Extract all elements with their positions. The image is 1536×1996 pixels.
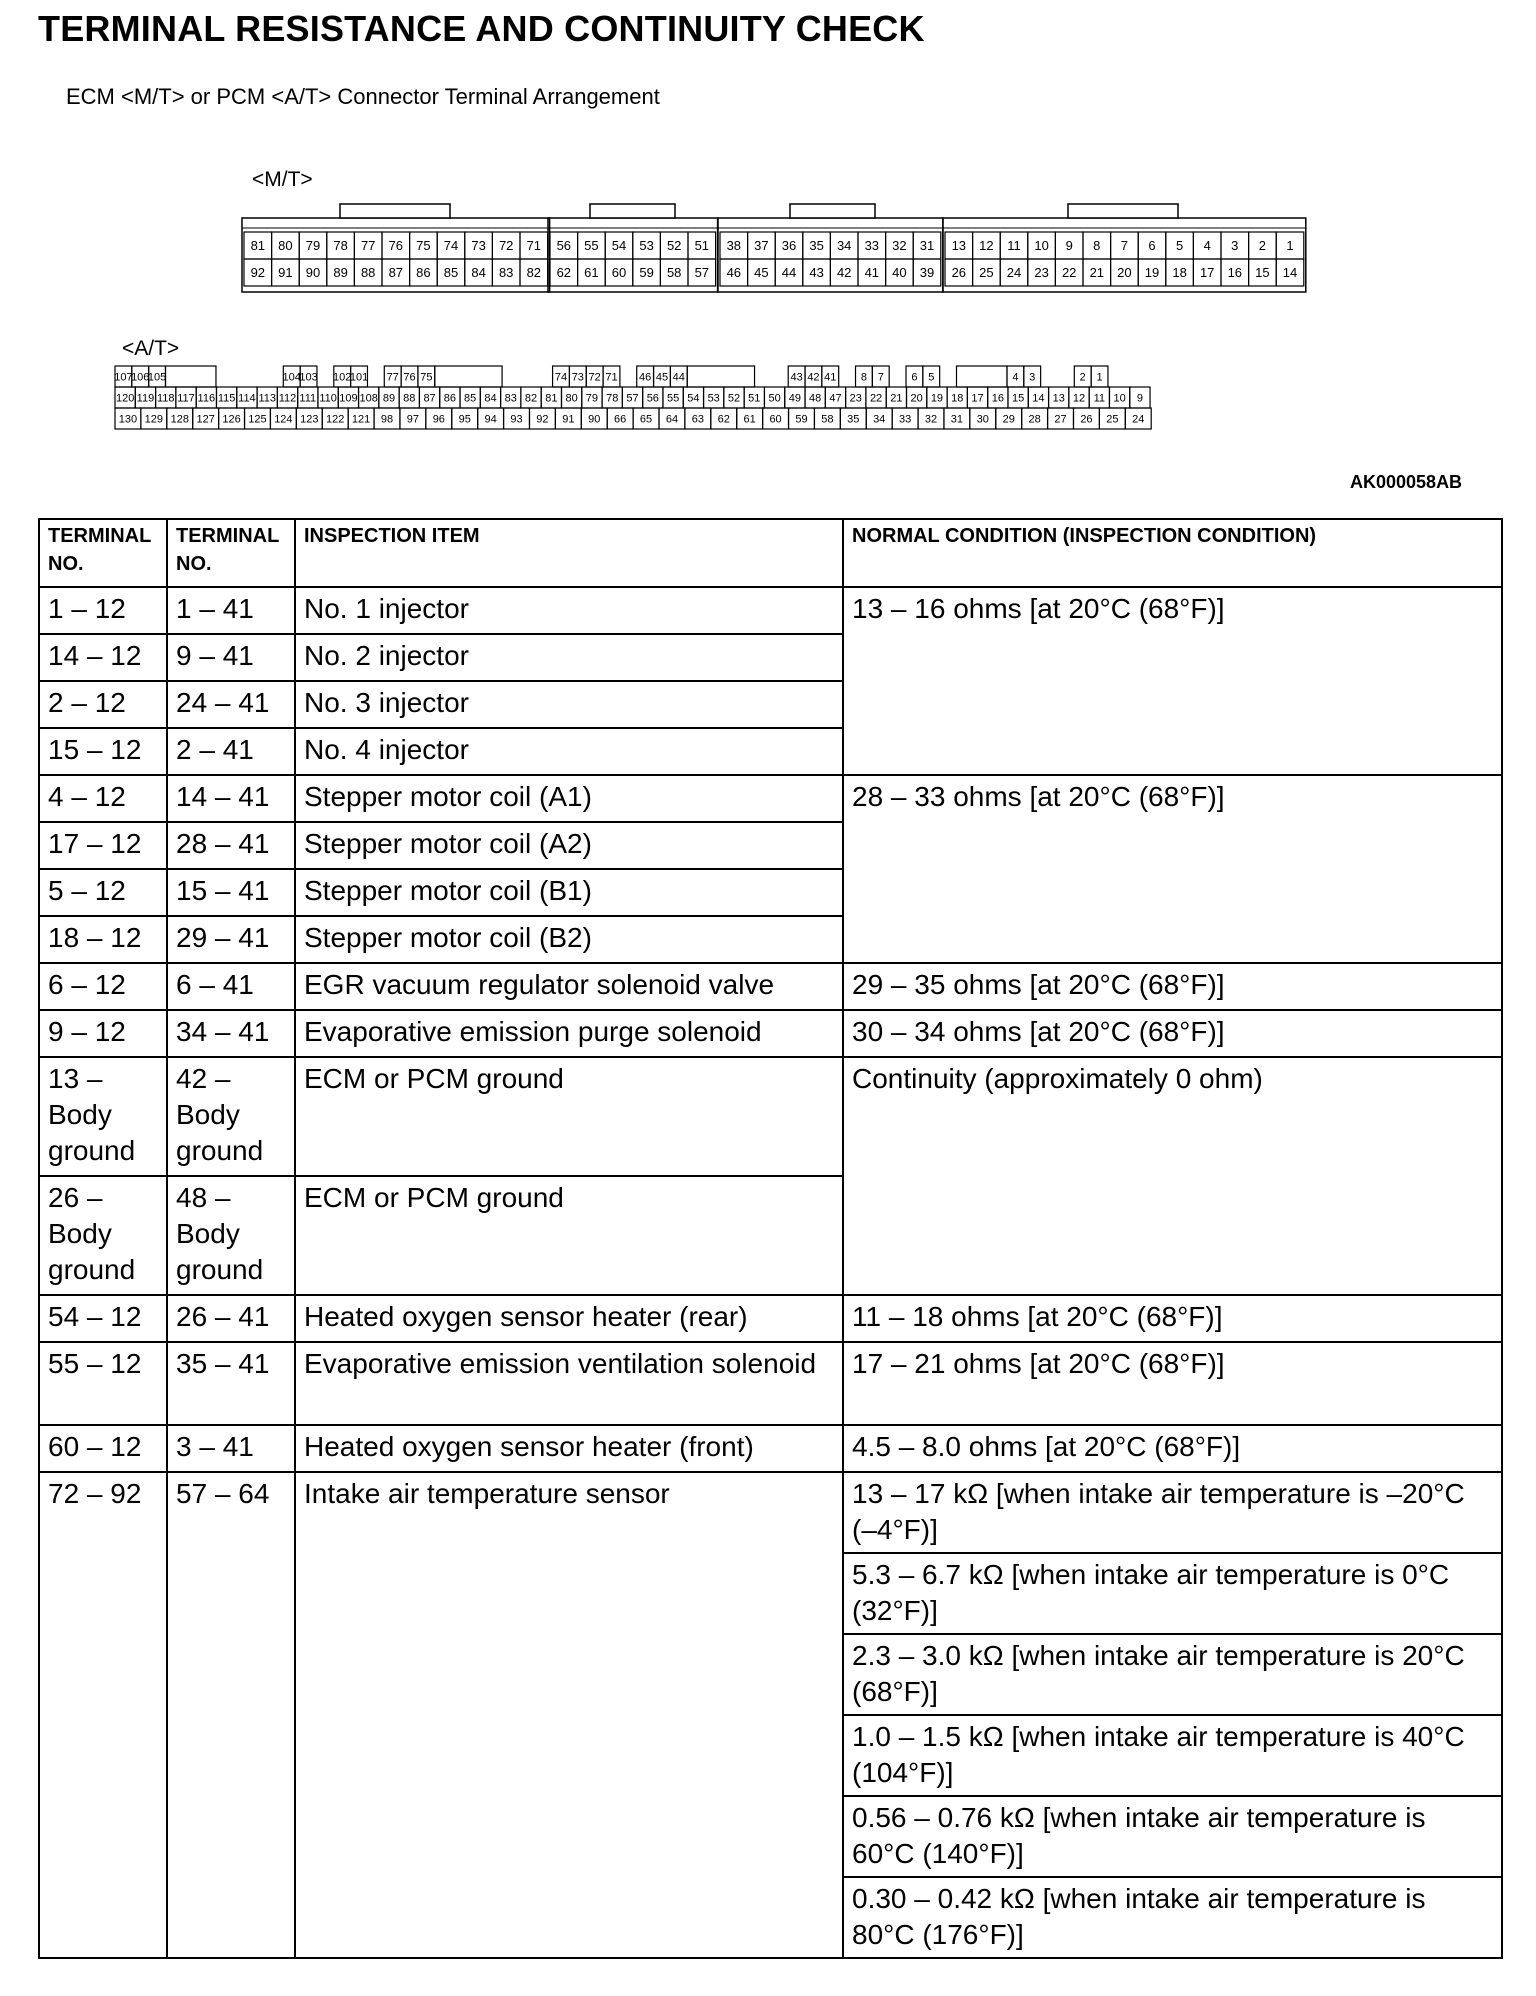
terminal-pin-label: 72 bbox=[498, 238, 514, 254]
inspection-item-cell: Stepper motor coil (B2) bbox=[295, 916, 843, 963]
at-terminal-cell: 34 – 41 bbox=[167, 1010, 295, 1057]
iat-condition-item: 1.0 – 1.5 kΩ [when intake air temperature is 40°C (104°F)] bbox=[844, 1716, 1501, 1797]
terminal-pin-label: 88 bbox=[403, 392, 416, 405]
terminal-pin-label: 16 bbox=[991, 392, 1004, 405]
terminal-pin-label: 34 bbox=[873, 413, 886, 426]
table-row bbox=[39, 775, 1502, 822]
terminal-pin-label: 16 bbox=[1227, 265, 1243, 281]
mt-terminal-cell: 17 – 12 bbox=[39, 822, 167, 869]
iat-condition-group bbox=[843, 1472, 1502, 1958]
terminal-pin-label: 86 bbox=[443, 392, 456, 405]
mt-terminal-cell: 54 – 12 bbox=[39, 1295, 167, 1342]
terminal-pin-label: 52 bbox=[666, 238, 682, 254]
terminal-pin-label: 82 bbox=[526, 265, 542, 281]
terminal-pin-label: 23 bbox=[849, 392, 862, 405]
terminal-pin-label: 4 bbox=[1012, 371, 1019, 384]
terminal-pin-label: 76 bbox=[388, 238, 404, 254]
inspection-item-cell: Evaporative emission ventilation solenoid bbox=[295, 1342, 843, 1425]
terminal-pin-label: 81 bbox=[250, 238, 266, 254]
terminal-pin-label: 60 bbox=[769, 413, 782, 426]
terminal-pin-label: 127 bbox=[196, 413, 215, 426]
terminal-pin-label: 31 bbox=[919, 238, 935, 254]
terminal-pin-label: 91 bbox=[562, 413, 575, 426]
mt-terminal-cell: 5 – 12 bbox=[39, 869, 167, 916]
inspection-item-cell: Heated oxygen sensor heater (rear) bbox=[295, 1295, 843, 1342]
terminal-pin-label: 72 bbox=[588, 371, 601, 384]
terminal-pin-label: 66 bbox=[614, 413, 627, 426]
mt-connector-diagram bbox=[0, 0, 1536, 460]
at-terminal-cell: 42 – Body ground bbox=[167, 1057, 295, 1176]
terminal-pin-label: 71 bbox=[526, 238, 542, 254]
terminal-pin-label: 27 bbox=[1054, 413, 1067, 426]
terminal-pin-label: 77 bbox=[386, 371, 399, 384]
terminal-pin-label: 45 bbox=[754, 265, 769, 281]
terminal-pin-label: 122 bbox=[326, 413, 345, 426]
terminal-pin-label: 21 bbox=[1089, 265, 1105, 281]
at-terminal-cell: 1 – 41 bbox=[167, 587, 295, 634]
terminal-pin-label: 107 bbox=[114, 371, 133, 384]
terminal-pin-label: 58 bbox=[666, 265, 682, 281]
terminal-pin-label: 5 bbox=[1175, 238, 1184, 254]
terminal-pin-label: 125 bbox=[248, 413, 267, 426]
terminal-pin-label: 121 bbox=[351, 413, 371, 426]
inspection-item-cell: Stepper motor coil (A2) bbox=[295, 822, 843, 869]
at-terminal-cell: 48 – Body ground bbox=[167, 1176, 295, 1295]
terminal-pin-label: 35 bbox=[847, 413, 860, 426]
at-terminal-cell: 9 – 41 bbox=[167, 634, 295, 681]
terminal-pin-label: 59 bbox=[639, 265, 654, 281]
at-terminal-cell: 35 – 41 bbox=[167, 1342, 295, 1425]
terminal-pin-label: 24 bbox=[1006, 265, 1022, 281]
terminal-pin-label: 47 bbox=[829, 392, 842, 405]
terminal-pin-label: 53 bbox=[639, 238, 654, 254]
mt-terminal-cell: 2 – 12 bbox=[39, 681, 167, 728]
at-terminal-cell: 26 – 41 bbox=[167, 1295, 295, 1342]
terminal-pin-label: 33 bbox=[864, 238, 880, 254]
terminal-pin-label: 56 bbox=[556, 238, 572, 254]
terminal-pin-label: 63 bbox=[691, 413, 704, 426]
terminal-pin-label: 40 bbox=[892, 265, 907, 281]
terminal-pin-label: 3 bbox=[1231, 238, 1239, 254]
terminal-pin-label: 7 bbox=[877, 371, 884, 384]
terminal-pin-label: 93 bbox=[510, 413, 523, 426]
terminal-pin-label: 6 bbox=[911, 371, 918, 384]
at-connector-label: <A/T> bbox=[122, 337, 180, 360]
terminal-pin-label: 11 bbox=[1093, 392, 1106, 405]
normal-condition-cell: Continuity (approximately 0 ohm) bbox=[843, 1057, 1502, 1295]
terminal-pin-label: 87 bbox=[388, 265, 404, 281]
normal-condition-cell: 13 – 16 ohms [at 20°C (68°F)] bbox=[843, 587, 1502, 775]
terminal-pin-label: 20 bbox=[910, 392, 923, 405]
terminal-pin-label: 12 bbox=[979, 238, 994, 254]
mt-terminal-cell: 4 – 12 bbox=[39, 775, 167, 822]
terminal-pin-label: 73 bbox=[471, 238, 486, 254]
terminal-pin-label: 61 bbox=[584, 265, 599, 281]
terminal-pin-label: 14 bbox=[1282, 265, 1298, 281]
inspection-item-cell: No. 2 injector bbox=[295, 634, 843, 681]
normal-condition-cell: 28 – 33 ohms [at 20°C (68°F)] bbox=[843, 775, 1502, 963]
terminal-pin-label: 117 bbox=[177, 392, 195, 405]
connector-arrangement-caption: ECM <M/T> or PCM <A/T> Connector Terminal Arrangement bbox=[66, 84, 660, 109]
terminal-pin-label: 90 bbox=[305, 265, 321, 281]
terminal-pin-label: 34 bbox=[836, 238, 852, 254]
terminal-pin-label: 32 bbox=[924, 413, 938, 426]
iat-condition-item: 0.30 – 0.42 kΩ [when intake air temperature is 80°C (176°F)] bbox=[852, 1883, 1426, 1950]
table-row bbox=[39, 1010, 1502, 1057]
terminal-pin-label: 118 bbox=[156, 392, 175, 405]
terminal-pin-label: 31 bbox=[950, 413, 964, 426]
inspection-item-cell: Stepper motor coil (B1) bbox=[295, 869, 843, 916]
terminal-pin-label: 50 bbox=[768, 392, 781, 405]
inspection-item-cell: ECM or PCM ground bbox=[295, 1176, 843, 1295]
mt-terminal-cell: 26 – Body ground bbox=[39, 1176, 167, 1295]
mt-terminal-cell: 14 – 12 bbox=[39, 634, 167, 681]
terminal-pin-label: 89 bbox=[333, 265, 348, 281]
terminal-pin-label: 26 bbox=[951, 265, 967, 281]
table-row bbox=[39, 1472, 1502, 1958]
terminal-pin-label: 5 bbox=[928, 371, 935, 384]
terminal-pin-label: 46 bbox=[639, 371, 652, 384]
at-terminal-cell: 15 – 41 bbox=[167, 869, 295, 916]
terminal-pin-label: 41 bbox=[864, 265, 880, 281]
iat-condition-item: 13 – 17 kΩ [when intake air temperature is –20°C (–4°F)] bbox=[844, 1473, 1501, 1554]
terminal-pin-label: 79 bbox=[585, 392, 599, 405]
terminal-pin-label: 88 bbox=[360, 265, 376, 281]
mt-connector-label: <M/T> bbox=[252, 168, 313, 191]
terminal-pin-label: 77 bbox=[360, 238, 376, 254]
mt-connector-block bbox=[718, 204, 943, 292]
terminal-pin-label: 25 bbox=[1106, 413, 1119, 426]
terminal-pin-label: 18 bbox=[951, 392, 964, 405]
terminal-pin-label: 82 bbox=[524, 392, 538, 405]
terminal-pin-label: 128 bbox=[170, 413, 189, 426]
inspection-item-cell: No. 3 injector bbox=[295, 681, 843, 728]
at-terminal-cell: 6 – 41 bbox=[167, 963, 295, 1010]
terminal-pin-label: 32 bbox=[892, 238, 907, 254]
at-terminal-cell: 24 – 41 bbox=[167, 681, 295, 728]
mt-connector-block bbox=[548, 204, 718, 292]
terminal-pin-label: 24 bbox=[1132, 413, 1145, 426]
at-terminal-cell: 3 – 41 bbox=[167, 1425, 295, 1472]
inspection-item-cell: No. 4 injector bbox=[295, 728, 843, 775]
terminal-pin-label: 120 bbox=[115, 392, 135, 405]
terminal-pin-label: 65 bbox=[639, 413, 653, 426]
terminal-pin-label: 92 bbox=[536, 413, 549, 426]
terminal-pin-label: 56 bbox=[646, 392, 659, 405]
terminal-pin-label: 22 bbox=[1061, 265, 1077, 281]
terminal-pin-label: 2 bbox=[1258, 238, 1267, 254]
terminal-pin-label: 74 bbox=[443, 238, 459, 254]
terminal-pin-label: 123 bbox=[300, 413, 319, 426]
terminal-pin-label: 84 bbox=[484, 392, 497, 405]
terminal-pin-label: 10 bbox=[1113, 392, 1126, 405]
inspection-item-cell: Stepper motor coil (A1) bbox=[295, 775, 843, 822]
terminal-pin-label: 13 bbox=[951, 238, 967, 254]
terminal-pin-label: 78 bbox=[606, 392, 619, 405]
terminal-pin-label: 95 bbox=[458, 413, 471, 426]
terminal-pin-label: 59 bbox=[795, 413, 808, 426]
terminal-pin-label: 30 bbox=[976, 413, 989, 426]
inspection-item-cell: ECM or PCM ground bbox=[295, 1057, 843, 1176]
table-row bbox=[39, 1295, 1502, 1342]
terminal-pin-label: 57 bbox=[694, 265, 710, 281]
header-mt-terminal: TERMINAL NO. bbox=[39, 519, 167, 587]
terminal-pin-label: 38 bbox=[726, 238, 742, 254]
terminal-pin-label: 15 bbox=[1012, 392, 1025, 405]
table-header-row bbox=[39, 519, 1502, 587]
mt-terminal-cell: 55 – 12 bbox=[39, 1342, 167, 1425]
terminal-pin-label: 101 bbox=[349, 371, 369, 384]
mt-terminal-cell: 6 – 12 bbox=[39, 963, 167, 1010]
normal-condition-cell: 17 – 21 ohms [at 20°C (68°F)] bbox=[843, 1342, 1502, 1425]
terminal-pin-label: 51 bbox=[748, 392, 761, 405]
terminal-pin-label: 126 bbox=[222, 413, 241, 426]
at-terminal-cell: 57 – 64 bbox=[167, 1472, 295, 1958]
terminal-pin-label: 54 bbox=[687, 392, 700, 405]
terminal-pin-label: 78 bbox=[333, 238, 348, 254]
table-row bbox=[39, 963, 1502, 1010]
terminal-pin-label: 75 bbox=[416, 238, 431, 254]
terminal-pin-label: 124 bbox=[274, 413, 293, 426]
terminal-pin-label: 114 bbox=[238, 392, 256, 405]
terminal-pin-label: 45 bbox=[655, 371, 669, 384]
terminal-pin-label: 130 bbox=[118, 413, 138, 426]
normal-condition-cell: 30 – 34 ohms [at 20°C (68°F)] bbox=[843, 1010, 1502, 1057]
header-at-terminal: TERMINAL NO. bbox=[167, 519, 295, 587]
terminal-pin-label: 60 bbox=[611, 265, 627, 281]
terminal-pin-label: 96 bbox=[432, 413, 445, 426]
terminal-pin-label: 105 bbox=[147, 371, 167, 384]
terminal-pin-label: 75 bbox=[420, 371, 433, 384]
page-title: TERMINAL RESISTANCE AND CONTINUITY CHECK bbox=[38, 8, 925, 49]
terminal-pin-label: 116 bbox=[197, 392, 216, 405]
terminal-pin-label: 74 bbox=[554, 371, 568, 384]
normal-condition-cell: 11 – 18 ohms [at 20°C (68°F)] bbox=[843, 1295, 1502, 1342]
terminal-pin-label: 14 bbox=[1032, 392, 1045, 405]
terminal-pin-label: 1 bbox=[1286, 238, 1294, 254]
table-row bbox=[39, 1342, 1502, 1425]
terminal-pin-label: 21 bbox=[890, 392, 903, 405]
terminal-pin-label: 64 bbox=[665, 413, 679, 426]
figure-id: AK000058AB bbox=[1350, 472, 1463, 492]
terminal-pin-label: 36 bbox=[781, 238, 797, 254]
terminal-pin-label: 18 bbox=[1172, 265, 1187, 281]
terminal-pin-label: 2 bbox=[1079, 371, 1086, 384]
terminal-pin-label: 55 bbox=[584, 238, 599, 254]
terminal-pin-label: 119 bbox=[136, 392, 155, 405]
terminal-pin-label: 97 bbox=[406, 413, 420, 426]
terminal-pin-label: 8 bbox=[860, 371, 867, 384]
normal-condition-cell: 4.5 – 8.0 ohms [at 20°C (68°F)] bbox=[843, 1425, 1502, 1472]
terminal-pin-label: 85 bbox=[464, 392, 477, 405]
table-row bbox=[39, 587, 1502, 634]
mt-terminal-cell: 72 – 92 bbox=[39, 1472, 167, 1958]
terminal-pin-label: 57 bbox=[626, 392, 639, 405]
at-terminal-cell: 2 – 41 bbox=[167, 728, 295, 775]
mt-terminal-cell: 60 – 12 bbox=[39, 1425, 167, 1472]
terminal-pin-label: 83 bbox=[504, 392, 517, 405]
terminal-pin-label: 26 bbox=[1080, 413, 1093, 426]
terminal-pin-label: 49 bbox=[788, 392, 802, 405]
terminal-pin-label: 76 bbox=[403, 371, 416, 384]
terminal-pin-label: 115 bbox=[217, 392, 236, 405]
terminal-pin-label: 15 bbox=[1255, 265, 1270, 281]
iat-condition-item: 0.56 – 0.76 kΩ [when intake air temperature is 60°C (140°F)] bbox=[844, 1797, 1501, 1878]
terminal-pin-label: 42 bbox=[807, 371, 820, 384]
terminal-pin-label: 108 bbox=[359, 392, 378, 405]
normal-condition-cell: 29 – 35 ohms [at 20°C (68°F)] bbox=[843, 963, 1502, 1010]
terminal-pin-label: 22 bbox=[869, 392, 883, 405]
iat-condition-item: 5.3 – 6.7 kΩ [when intake air temperature is 0°C (32°F)] bbox=[844, 1554, 1501, 1635]
terminal-pin-label: 62 bbox=[556, 265, 572, 281]
terminal-pin-label: 29 bbox=[1002, 413, 1015, 426]
terminal-pin-label: 19 bbox=[1144, 265, 1160, 281]
terminal-pin-label: 23 bbox=[1034, 265, 1049, 281]
terminal-pin-label: 106 bbox=[131, 371, 150, 384]
terminal-pin-label: 9 bbox=[1136, 392, 1143, 405]
inspection-item-cell: Evaporative emission purge solenoid bbox=[295, 1010, 843, 1057]
terminal-pin-label: 81 bbox=[545, 392, 558, 405]
terminal-pin-label: 46 bbox=[726, 265, 742, 281]
terminal-pin-label: 4 bbox=[1203, 238, 1211, 254]
at-terminal-cell: 14 – 41 bbox=[167, 775, 295, 822]
mt-terminal-cell: 15 – 12 bbox=[39, 728, 167, 775]
terminal-pin-label: 17 bbox=[971, 392, 984, 405]
header-inspection-item: INSPECTION ITEM bbox=[295, 519, 843, 587]
at-terminal-cell: 29 – 41 bbox=[167, 916, 295, 963]
terminal-pin-label: 20 bbox=[1117, 265, 1132, 281]
terminal-pin-label: 42 bbox=[836, 265, 852, 281]
terminal-pin-label: 43 bbox=[790, 371, 803, 384]
terminal-pin-label: 91 bbox=[278, 265, 293, 281]
terminal-pin-label: 28 bbox=[1028, 413, 1041, 426]
terminal-pin-label: 25 bbox=[979, 265, 994, 281]
terminal-pin-label: 11 bbox=[1007, 238, 1021, 254]
terminal-pin-label: 52 bbox=[727, 392, 741, 405]
mt-terminal-cell: 1 – 12 bbox=[39, 587, 167, 634]
inspection-item-cell: Heated oxygen sensor heater (front) bbox=[295, 1425, 843, 1472]
terminal-pin-label: 54 bbox=[611, 238, 627, 254]
mt-terminal-cell: 13 – Body ground bbox=[39, 1057, 167, 1176]
inspection-item-cell: EGR vacuum regulator solenoid valve bbox=[295, 963, 843, 1010]
terminal-pin-label: 73 bbox=[571, 371, 584, 384]
terminal-pin-label: 43 bbox=[809, 265, 824, 281]
terminal-pin-label: 90 bbox=[588, 413, 601, 426]
terminal-pin-label: 80 bbox=[565, 392, 578, 405]
terminal-pin-label: 35 bbox=[809, 238, 824, 254]
terminal-pin-label: 44 bbox=[781, 265, 797, 281]
terminal-pin-label: 104 bbox=[282, 371, 301, 384]
terminal-pin-label: 98 bbox=[380, 413, 394, 426]
terminal-pin-label: 6 bbox=[1148, 238, 1156, 254]
terminal-pin-label: 13 bbox=[1052, 392, 1065, 405]
terminal-pin-label: 109 bbox=[339, 392, 358, 405]
mt-connector-block bbox=[943, 204, 1306, 292]
terminal-pin-label: 62 bbox=[717, 413, 730, 426]
terminal-pin-label: 113 bbox=[258, 392, 276, 405]
terminal-pin-label: 110 bbox=[319, 392, 337, 405]
terminal-pin-label: 103 bbox=[299, 371, 318, 384]
terminal-pin-label: 44 bbox=[672, 371, 685, 384]
mt-terminal-cell: 9 – 12 bbox=[39, 1010, 167, 1057]
terminal-pin-label: 8 bbox=[1093, 238, 1101, 254]
terminal-pin-label: 37 bbox=[754, 238, 769, 254]
terminal-resistance-table bbox=[38, 518, 1503, 1959]
terminal-pin-label: 92 bbox=[250, 265, 266, 281]
terminal-pin-label: 7 bbox=[1120, 238, 1129, 254]
table-row bbox=[39, 1425, 1502, 1472]
at-terminal-cell: 28 – 41 bbox=[167, 822, 295, 869]
terminal-pin-label: 83 bbox=[498, 265, 514, 281]
terminal-pin-label: 86 bbox=[416, 265, 431, 281]
terminal-pin-label: 79 bbox=[305, 238, 321, 254]
terminal-pin-label: 3 bbox=[1029, 371, 1036, 384]
terminal-pin-label: 17 bbox=[1199, 265, 1215, 281]
terminal-pin-label: 58 bbox=[821, 413, 834, 426]
mt-connector-block bbox=[242, 204, 550, 292]
inspection-item-cell: No. 1 injector bbox=[295, 587, 843, 634]
terminal-pin-label: 129 bbox=[144, 413, 164, 426]
terminal-pin-label: 10 bbox=[1034, 238, 1049, 254]
terminal-pin-label: 85 bbox=[443, 265, 459, 281]
terminal-pin-label: 94 bbox=[484, 413, 497, 426]
terminal-pin-label: 87 bbox=[423, 392, 436, 405]
terminal-pin-label: 71 bbox=[605, 371, 618, 384]
terminal-pin-label: 41 bbox=[824, 371, 837, 384]
terminal-pin-label: 102 bbox=[333, 371, 352, 384]
terminal-pin-label: 53 bbox=[707, 392, 720, 405]
terminal-pin-label: 51 bbox=[694, 238, 710, 254]
terminal-pin-label: 39 bbox=[919, 265, 935, 281]
terminal-pin-label: 19 bbox=[930, 392, 944, 405]
header-normal-condition: NORMAL CONDITION (INSPECTION CONDITION) bbox=[843, 519, 1502, 587]
terminal-pin-label: 12 bbox=[1072, 392, 1086, 405]
inspection-item-cell: Intake air temperature sensor bbox=[295, 1472, 843, 1958]
terminal-pin-label: 84 bbox=[471, 265, 486, 281]
terminal-pin-label: 33 bbox=[898, 413, 912, 426]
terminal-pin-label: 61 bbox=[743, 413, 756, 426]
terminal-pin-label: 1 bbox=[1096, 371, 1103, 384]
table-row bbox=[39, 1057, 1502, 1176]
terminal-pin-label: 48 bbox=[809, 392, 822, 405]
mt-terminal-cell: 18 – 12 bbox=[39, 916, 167, 963]
iat-condition-item: 2.3 – 3.0 kΩ [when intake air temperature is 20°C (68°F)] bbox=[844, 1635, 1501, 1716]
terminal-pin-label: 112 bbox=[278, 392, 297, 405]
terminal-pin-label: 80 bbox=[278, 238, 293, 254]
terminal-pin-label: 55 bbox=[666, 392, 680, 405]
terminal-pin-label: 9 bbox=[1065, 238, 1073, 254]
terminal-pin-label: 89 bbox=[382, 392, 396, 405]
terminal-pin-label: 111 bbox=[299, 392, 317, 405]
